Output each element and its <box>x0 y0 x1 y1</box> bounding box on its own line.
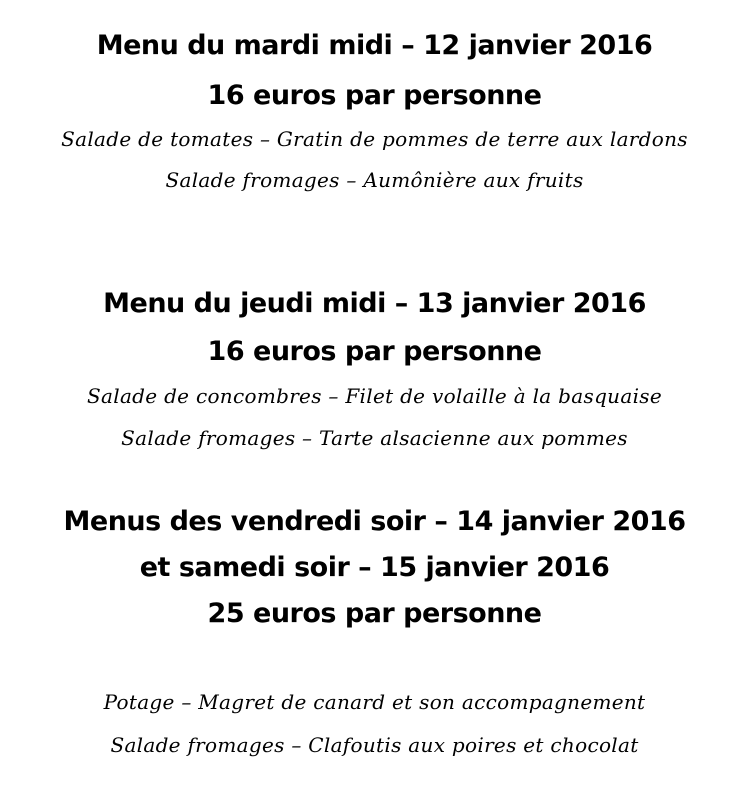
menu-dish-line: Salade de tomates – Gratin de pommes de terre aux lardons <box>61 127 688 151</box>
menu-dish-line: Salade de concombres – Filet de volaille à la basquaise <box>87 384 662 408</box>
menu-price: 16 euros par personne <box>207 80 542 111</box>
menu-price: 25 euros par personne <box>207 598 542 629</box>
menu-title-continued: et samedi soir – 15 janvier 2016 <box>139 552 610 583</box>
menu-title: Menu du jeudi midi – 13 janvier 2016 <box>103 288 646 319</box>
menu-title: Menu du mardi midi – 12 janvier 2016 <box>96 30 653 61</box>
menu-dish-line: Salade fromages – Aumônière aux fruits <box>165 168 584 192</box>
menu-price: 16 euros par personne <box>207 336 542 367</box>
menu-title: Menus des vendredi soir – 14 janvier 2016 <box>63 506 686 537</box>
menu-dish-line: Potage – Magret de canard et son accompagnement <box>103 690 646 714</box>
menu-dish-line: Salade fromages – Tarte alsacienne aux pommes <box>121 426 628 450</box>
menu-dish-line: Salade fromages – Clafoutis aux poires et chocolat <box>110 733 639 757</box>
